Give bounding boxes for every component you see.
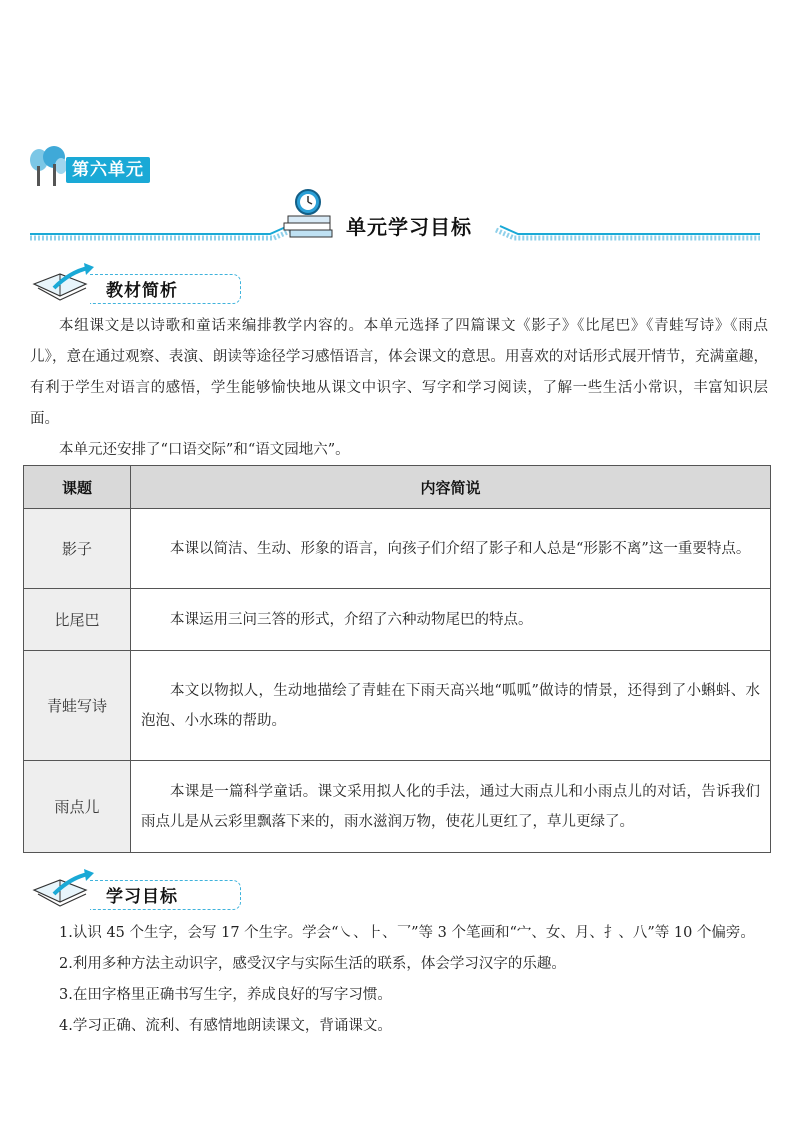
table-row: [24, 589, 771, 651]
table-row: [24, 509, 771, 589]
lesson-summary: 本课运用三问三答的形式，介绍了六种动物尾巴的特点。: [131, 589, 771, 651]
books-clock-icon: [280, 186, 336, 244]
goal-item: 2.利用多种方法主动识字，感受汉字与实际生活的联系，体会学习汉字的乐趣。: [59, 956, 566, 972]
lesson-title: 影子: [24, 509, 131, 589]
lesson-title: 比尾巴: [24, 589, 131, 651]
section-heading-goals: [30, 868, 250, 908]
section-title: 教材简析: [106, 281, 178, 301]
learning-goals: [30, 918, 768, 1042]
lesson-table: [23, 465, 771, 853]
lesson-summary: 本课是一篇科学童话。课文采用拟人化的手法，通过大雨点儿和小雨点儿的对话，告诉我们雨点儿是从云彩里飘落下来的，雨水滋润万物，使花儿更红了，草儿更绿了。: [131, 761, 771, 853]
unit-badge: 第六单元: [66, 157, 150, 183]
table-header-content: 内容简说: [131, 466, 771, 509]
table-row: [24, 761, 771, 853]
lesson-title: 雨点儿: [24, 761, 131, 853]
paragraph: 本组课文是以诗歌和童话来编排教学内容的。本单元选择了四篇课文《影子》《比尾巴》《青蛙写诗》《雨点儿》，意在通过观察、表演、朗读等途径学习感悟语言，体会课文的意思。用喜欢的对话形式展开情节，充满童趣，有利于学生对语言的感悟，学生能够愉快地从课文中识字、写字和学习阅读，了解一些生活小常识，丰富知识层面。: [30, 318, 768, 427]
goal-item: 1.认识 45 个生字，会写 17 个生字。学会“㇏、⺊、乛”等 3 个笔画和“宀、女、月、扌、八”等 10 个偏旁。: [59, 925, 755, 941]
textbook-analysis: [30, 311, 768, 466]
section-title: 学习目标: [106, 887, 178, 907]
goal-item: 3.在田字格里正确书写生字，养成良好的写字习惯。: [59, 987, 392, 1003]
lesson-summary: 本文以物拟人，生动地描绘了青蛙在下雨天高兴地“呱呱”做诗的情景，还得到了小蝌蚪、水泡泡、小水珠的帮助。: [131, 651, 771, 761]
lesson-title: 青蛙写诗: [24, 651, 131, 761]
lesson-summary: 本课以简洁、生动、形象的语言，向孩子们介绍了影子和人总是“形影不离”这一重要特点。: [131, 509, 771, 589]
table-header-row: [24, 466, 771, 509]
paragraph: 本单元还安排了“口语交际”和“语文园地六”。: [59, 442, 350, 458]
table-header-title: 课题: [24, 466, 131, 509]
section-heading-textbook: [30, 262, 250, 302]
goal-item: 4.学习正确、流利、有感情地朗读课文，背诵课文。: [59, 1018, 392, 1034]
page-title: 单元学习目标: [342, 211, 476, 240]
table-row: [24, 651, 771, 761]
trees-icon: [28, 146, 68, 188]
